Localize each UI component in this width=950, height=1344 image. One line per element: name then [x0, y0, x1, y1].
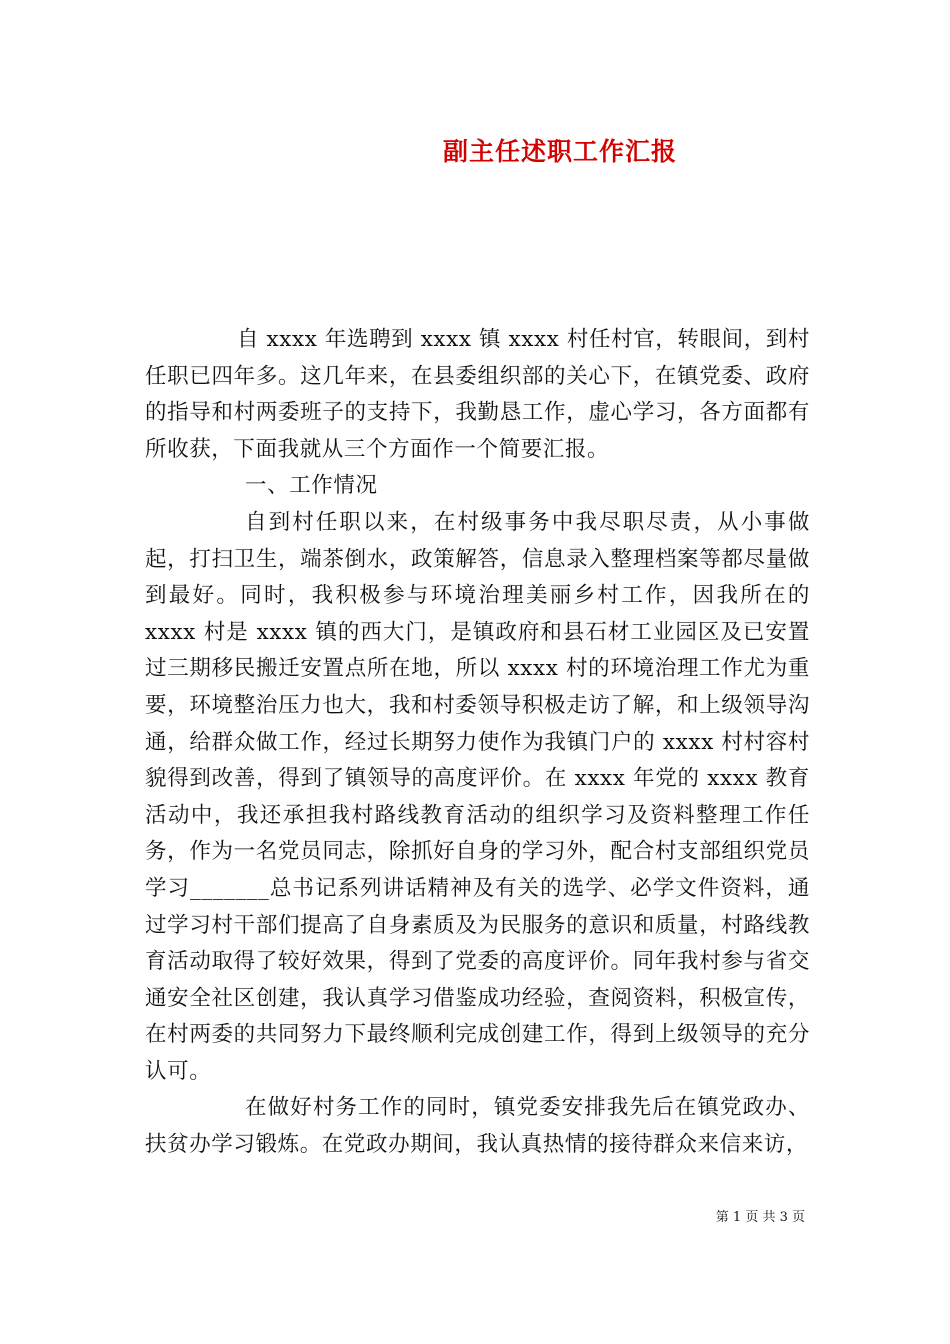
document-title: 副主任述职工作汇报 [442, 137, 677, 166]
page-number-footer: 第 1 页 共 3 页 [715, 1210, 805, 1225]
work-situation-paragraph: 自到村任职以来，在村级事务中我尽职尽责，从小事做起，打扫卫生，端茶倒水，政策解答，信息录入整理档案等都尽量做到最好。同时，我积极参与环境治理美丽乡村工作，因我所在的 xxxx 村是 xxxx 镇的西大门，是镇政府和县石材工业园区及已安置过三期移民搬迁安置点所在地，所以 xxxx 村的环境治理工作尤为重要，环境整治压力也大，我和村委领导积极走访了解，和上级领导沟通，给群众做工作，经过长期努力使作为我镇门户的 xxxx 村村容村貌得到改善，得到了镇领导的高度评价。在 xxxx 年党的 xxxx 教育活动中，我还承担我村路线教育活动的组织学习及资料整理工作任务，作为一名党员同志，除抓好自身的学习外，配合村支部组织党员学习_______总书记系列讲话精神及有关的选学、必学文件资料，通过学习村干部们提高了自身素质及为民服务的意识和质量，村路线教育活动取得了较好效果，得到了党委的高度评价。同年我村参与省交通安全社区创建，我认真学习借鉴成功经验，查阅资料，积极宣传，在村两委的共同努力下最终顺利完成创建工作，得到上级领导的充分认可。 [145, 509, 810, 1084]
document-body [145, 322, 810, 1164]
section-heading: 一、工作情况 [245, 473, 378, 499]
party-office-paragraph: 在做好村务工作的同时，镇党委安排我先后在镇党政办、扶贫办学习锻炼。在党政办期间，我认真热情的接待群众来信来访， [145, 1095, 810, 1158]
intro-paragraph: 自 xxxx 年选聘到 xxxx 镇 xxxx 村任村官，转眼间，到村任职已四年多。这几年来，在县委组织部的关心下，在镇党委、政府的指导和村两委班子的支持下，我勤恳工作，虚心学习，各方面都有所收获，下面我就从三个方面作一个简要汇报。 [145, 327, 811, 462]
